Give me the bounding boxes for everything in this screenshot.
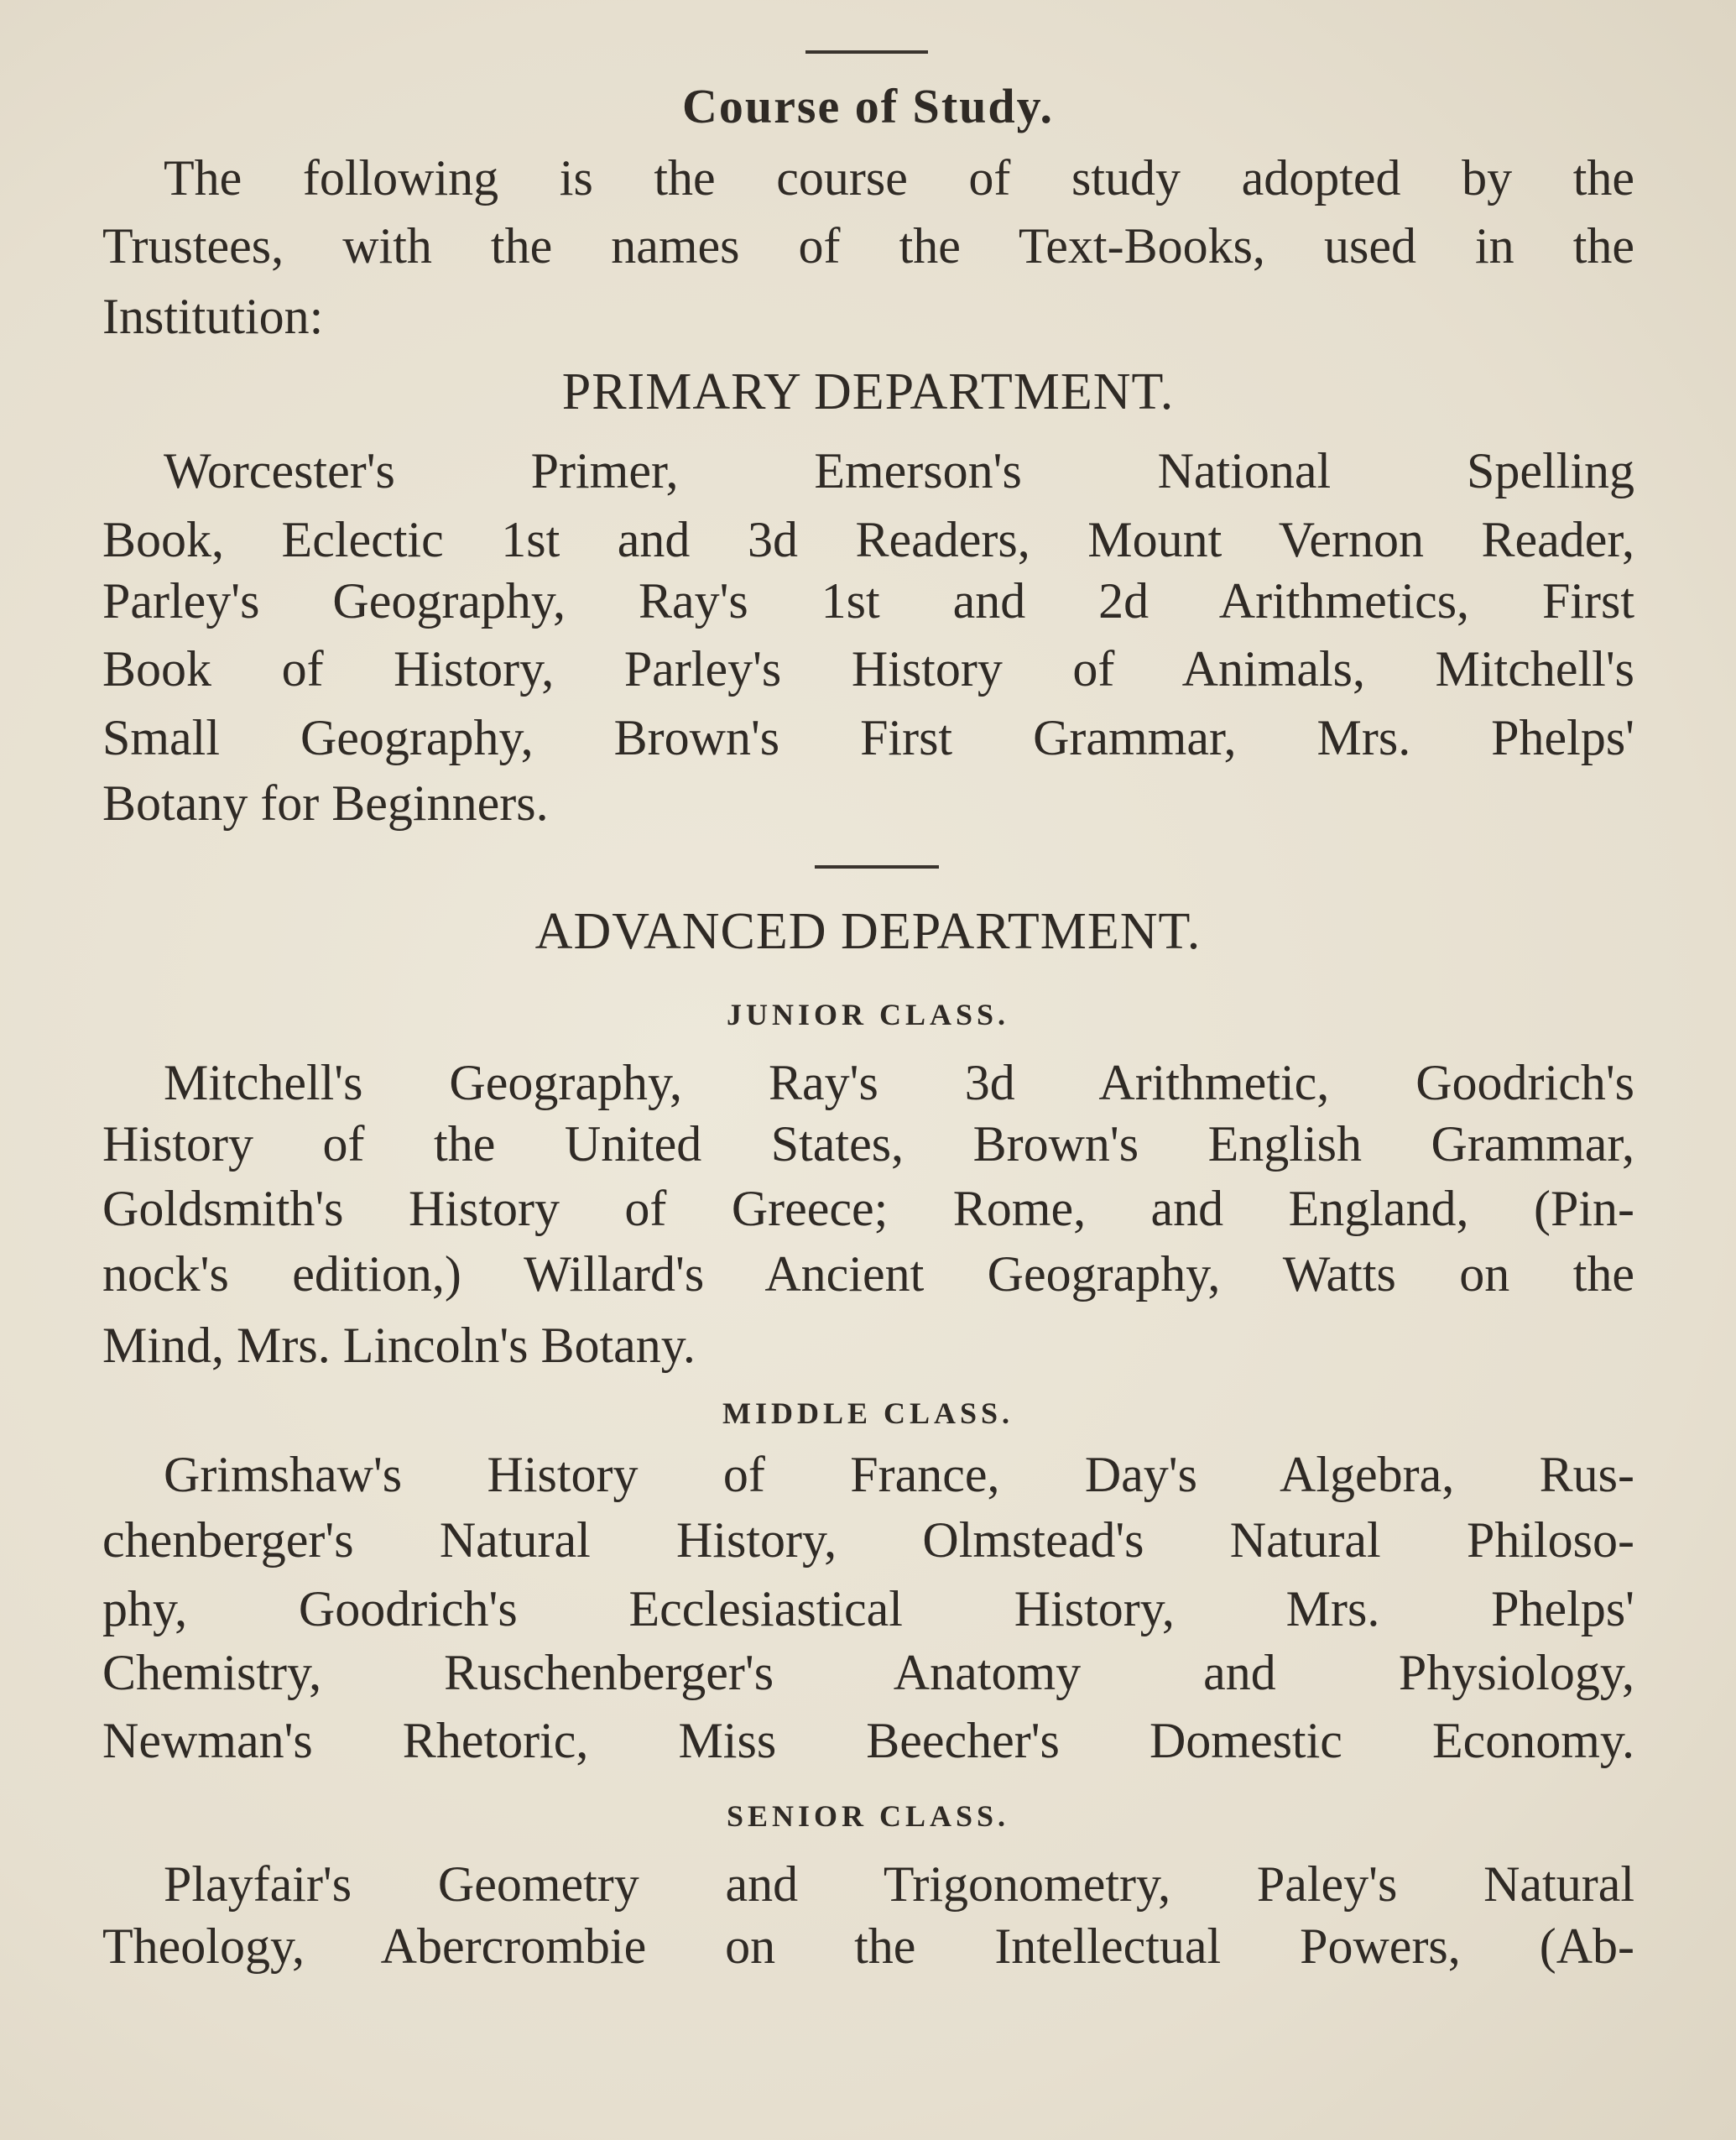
intro-line: The following is the course of study adopted by the <box>164 150 1634 206</box>
junior-class-heading: JUNIOR CLASS. <box>726 998 1010 1031</box>
intro-line: Trustees, with the names of the Text-Books, used in the <box>102 218 1634 274</box>
page-title: Course of Study. <box>682 79 1054 133</box>
middle-line: Grimshaw's History of France, Day's Algebra, Rus- <box>164 1447 1634 1502</box>
intro-line: Institution: <box>102 289 324 344</box>
primary-line: Parley's Geography, Ray's 1st and 2d Arithmetics, First <box>102 573 1634 629</box>
section-divider <box>815 865 939 869</box>
middle-line: Chemistry, Ruschenberger's Anatomy and Physiology, <box>102 1645 1634 1700</box>
senior-line: Theology, Abercrombie on the Intellectual Powers, (Ab- <box>102 1918 1634 1974</box>
middle-class-heading: MIDDLE CLASS. <box>722 1396 1014 1430</box>
advanced-heading: ADVANCED DEPARTMENT. <box>534 903 1202 960</box>
senior-line: Playfair's Geometry and Trigonometry, Paley's Natural <box>164 1856 1634 1912</box>
primary-line: Book, Eclectic 1st and 3d Readers, Mount Vernon Reader, <box>102 512 1634 567</box>
junior-line: Mind, Mrs. Lincoln's Botany. <box>102 1318 696 1373</box>
primary-line: Book of History, Parley's History of Animals, Mitchell's <box>102 641 1634 697</box>
senior-class-heading: SENIOR CLASS. <box>726 1799 1010 1833</box>
primary-line: Worcester's Primer, Emerson's National Spelling <box>164 443 1634 498</box>
middle-line: Newman's Rhetoric, Miss Beecher's Domestic Economy. <box>102 1713 1634 1768</box>
junior-line: Mitchell's Geography, Ray's 3d Arithmetic, Goodrich's <box>164 1055 1634 1110</box>
primary-line: Botany for Beginners. <box>102 775 549 831</box>
middle-line: phy, Goodrich's Ecclesiastical History, Mrs. Phelps' <box>102 1581 1634 1636</box>
junior-line: History of the United States, Brown's English Grammar, <box>102 1116 1634 1172</box>
middle-line: chenberger's Natural History, Olmstead's Natural Philoso- <box>102 1512 1634 1568</box>
section-divider <box>805 50 928 54</box>
primary-line: Small Geography, Brown's First Grammar, Mrs. Phelps' <box>102 710 1634 765</box>
junior-line: Goldsmith's History of Greece; Rome, and England, (Pin- <box>102 1181 1634 1236</box>
primary-heading: PRIMARY DEPARTMENT. <box>561 363 1175 420</box>
junior-line: nock's edition,) Willard's Ancient Geography, Watts on the <box>102 1246 1634 1302</box>
